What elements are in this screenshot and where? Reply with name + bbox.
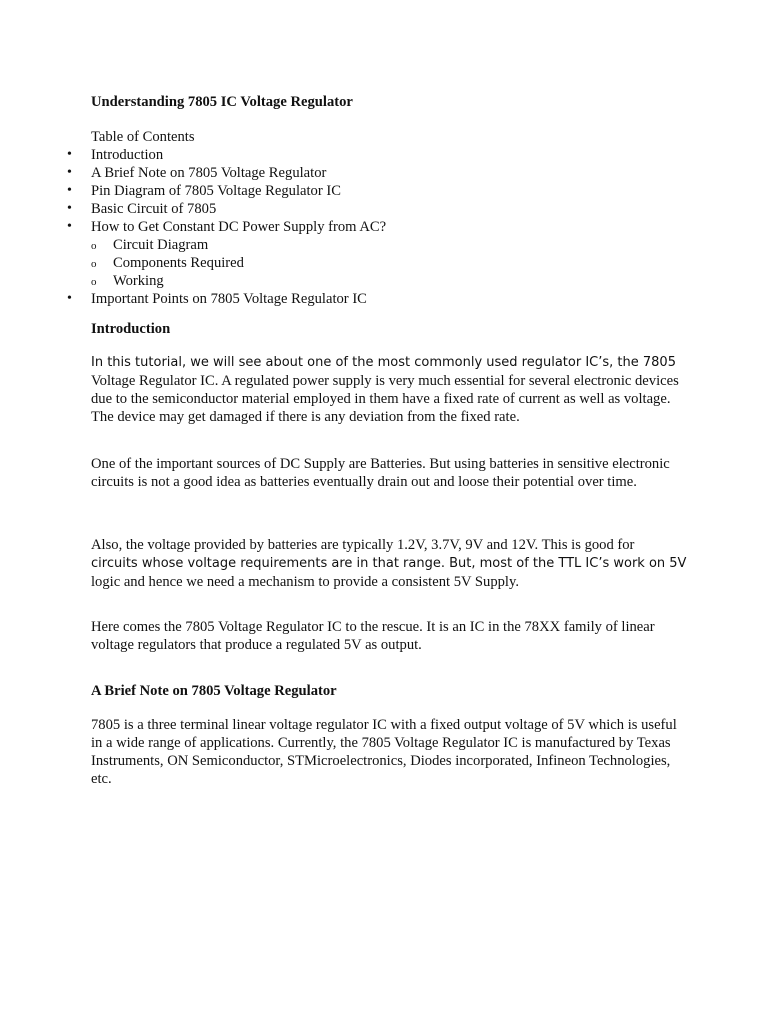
paragraph-line: logic and hence we need a mechanism to provide a consistent 5V Supply. <box>91 574 519 590</box>
toc-subitem[interactable] <box>91 272 711 290</box>
toc-item-label: A Brief Note on 7805 Voltage Regulator <box>91 165 327 181</box>
paragraph-intro-2: One of the important sources of DC Supply are Batteries. But using batteries in sensitive electronic circuits is not a good idea as batteries eventually drain out and loose their potential over time. <box>91 456 670 490</box>
paragraph-line: Voltage Regulator IC. A regulated power supply is very much essential for several electronic devices due to the semiconductor material employed in them have a fixed rate of current as well as voltage. The device may get damaged if there is any deviation from the fixed rate. <box>91 373 679 425</box>
toc-subitem-label: Circuit Diagram <box>113 237 209 253</box>
toc-subitem[interactable] <box>91 236 711 254</box>
table-of-contents <box>67 146 711 308</box>
circle-bullet-icon: o <box>91 258 97 270</box>
paragraph-intro-4: Here comes the 7805 Voltage Regulator IC to the rescue. It is an IC in the 78XX family of linear voltage regulators that produce a regulated 5V as output. <box>91 619 655 653</box>
toc-subitem-label: Working <box>113 273 164 289</box>
toc-sublist <box>91 236 711 290</box>
toc-item-label: Pin Diagram of 7805 Voltage Regulator IC <box>91 183 341 199</box>
circle-bullet-icon: o <box>91 276 97 288</box>
circle-bullet-icon: o <box>91 240 97 252</box>
toc-heading: Table of Contents <box>91 129 195 145</box>
toc-subitem[interactable] <box>91 254 711 272</box>
bullet-icon: • <box>67 201 72 216</box>
toc-item[interactable] <box>67 200 711 218</box>
toc-item-label: How to Get Constant DC Power Supply from AC? <box>91 219 387 235</box>
toc-item[interactable] <box>67 218 711 290</box>
toc-item-label: Important Points on 7805 Voltage Regulator IC <box>91 291 367 307</box>
paragraph-line: circuits whose voltage requirements are in that range. But, most of the TTL IC’s work on 5V <box>91 556 687 571</box>
bullet-icon: • <box>67 183 72 198</box>
paragraph-brief-1: 7805 is a three terminal linear voltage regulator IC with a fixed output voltage of 5V which is useful in a wide range of applications. Currently, the 7805 Voltage Regulator IC is manufactured by Texas Instruments, ON Semiconductor, STMicroelectronics, Diodes incorporated, Infineon Technologies, etc. <box>91 717 677 787</box>
document-title: Understanding 7805 IC Voltage Regulator <box>91 94 353 110</box>
toc-item-label: Basic Circuit of 7805 <box>91 201 217 217</box>
paragraph-intro-1 <box>91 353 691 426</box>
section-heading-introduction: Introduction <box>91 321 171 337</box>
toc-item[interactable] <box>67 290 711 308</box>
toc-item[interactable] <box>67 146 711 164</box>
section-heading-brief-note: A Brief Note on 7805 Voltage Regulator <box>91 683 337 699</box>
paragraph-line: In this tutorial, we will see about one of the most commonly used regulator IC’s, the 7805 <box>91 355 676 370</box>
bullet-icon: • <box>67 147 72 162</box>
toc-item[interactable] <box>67 182 711 200</box>
bullet-icon: • <box>67 219 72 234</box>
bullet-icon: • <box>67 165 72 180</box>
toc-item[interactable] <box>67 164 711 182</box>
paragraph-line: Also, the voltage provided by batteries are typically 1.2V, 3.7V, 9V and 12V. This is good for <box>91 537 635 553</box>
toc-item-label: Introduction <box>91 147 164 163</box>
paragraph-intro-3 <box>91 536 691 591</box>
toc-subitem-label: Components Required <box>113 255 244 271</box>
bullet-icon: • <box>67 291 72 306</box>
